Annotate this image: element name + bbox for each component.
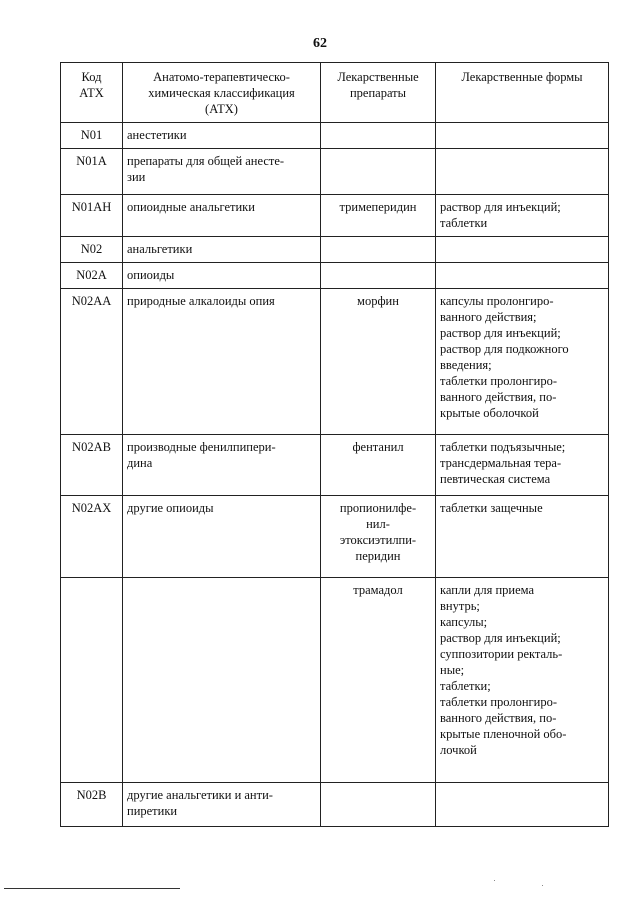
forms-cell-text: крытые пленочной обо-	[440, 727, 567, 741]
forms-cell	[436, 263, 609, 289]
drug-cell-text: этоксиэтилпи-	[339, 533, 417, 547]
forms-cell	[436, 195, 609, 237]
code-cell	[61, 496, 123, 578]
forms-cell-text: таблетки;	[440, 679, 491, 693]
classification-cell-text: препараты для общей анесте-	[127, 154, 285, 168]
forms-cell-text: ванного действия, по-	[440, 390, 557, 404]
forms-cell-text: ванного действия;	[440, 310, 537, 324]
classification-cell-text: анальгетики	[127, 242, 193, 256]
forms-cell-text: трансдермальная тера-	[440, 456, 562, 470]
forms-cell-text: капсулы пролонгиро-	[440, 294, 554, 308]
header-text: АТХ	[79, 86, 104, 100]
table-row	[61, 237, 609, 263]
forms-cell-text: раствор для подкожного	[440, 342, 569, 356]
code-cell	[61, 149, 123, 195]
drug-cell-text: перидин	[355, 549, 401, 563]
drug-cell	[321, 435, 436, 496]
drug-cell	[321, 578, 436, 783]
forms-cell-text: раствор для инъекций;	[440, 326, 561, 340]
forms-cell-text: певтическая система	[440, 472, 551, 486]
forms-cell-text: капли для приема	[440, 583, 535, 597]
forms-cell	[436, 578, 609, 783]
code-cell	[61, 237, 123, 263]
forms-cell	[436, 496, 609, 578]
code-cell-text: N02A	[76, 268, 107, 282]
table-row	[61, 263, 609, 289]
classification-cell-text: природные алкалоиды опия	[127, 294, 275, 308]
drug-cell-text: фентанил	[352, 440, 404, 454]
code-cell	[61, 435, 123, 496]
footnote-divider	[4, 888, 180, 889]
header-text: Анатомо-терапевтическо-	[153, 70, 290, 84]
forms-cell	[436, 237, 609, 263]
drug-cell	[321, 496, 436, 578]
forms-cell-text: таблетки	[440, 216, 488, 230]
code-cell-text: N02B	[76, 788, 107, 802]
drug-cell-text: трамадол	[353, 583, 403, 597]
forms-cell	[436, 435, 609, 496]
drug-cell	[321, 237, 436, 263]
table-row	[61, 289, 609, 435]
table-row	[61, 195, 609, 237]
code-cell	[61, 783, 123, 827]
table-row	[61, 123, 609, 149]
page-number: 62	[313, 36, 327, 51]
atx-classification-table	[60, 62, 609, 827]
forms-cell	[436, 149, 609, 195]
code-cell-text: N01A	[76, 154, 107, 168]
code-cell	[61, 289, 123, 435]
table-row	[61, 578, 609, 783]
forms-cell	[436, 289, 609, 435]
code-cell	[61, 195, 123, 237]
header-text: препараты	[349, 86, 407, 100]
table-row	[61, 783, 609, 827]
forms-cell-text: внутрь;	[440, 599, 480, 613]
forms-cell-text: таблетки пролонгиро-	[440, 374, 558, 388]
forms-cell-text: ванного действия, по-	[440, 711, 557, 725]
forms-cell-text: введения;	[440, 358, 492, 372]
classification-cell	[123, 195, 321, 237]
header-text: (АТХ)	[205, 102, 238, 116]
forms-cell-text: таблетки подъязычные;	[440, 440, 566, 454]
header-text: химическая классификация	[148, 86, 295, 100]
classification-cell-text: производные фенилпипери-	[127, 440, 276, 454]
header-forms	[436, 63, 609, 123]
classification-cell-text: опиоидные анальгетики	[127, 200, 255, 214]
classification-cell	[123, 263, 321, 289]
forms-cell-text: ные;	[440, 663, 465, 677]
code-cell-text: N01	[80, 128, 103, 142]
classification-cell	[123, 435, 321, 496]
forms-cell-text: таблетки защечные	[440, 501, 543, 515]
forms-cell-text: раствор для инъекций;	[440, 631, 561, 645]
classification-cell-text: пиретики	[127, 804, 178, 818]
classification-cell	[123, 149, 321, 195]
code-cell-text: N02AX	[71, 501, 112, 515]
code-cell-text: N02AB	[72, 440, 111, 454]
classification-cell-text: другие анальгетики и анти-	[127, 788, 273, 802]
header-code	[61, 63, 123, 123]
drug-cell-text: морфин	[357, 294, 399, 308]
code-cell-text: N02	[80, 242, 103, 256]
header-drugs	[321, 63, 436, 123]
classification-cell-text: другие опиоиды	[127, 501, 214, 515]
code-cell-text: N01AH	[71, 200, 112, 214]
forms-cell-text: суппозитории ректаль-	[440, 647, 563, 661]
scan-speck	[542, 885, 543, 886]
classification-cell-text: опиоиды	[127, 268, 175, 282]
drug-cell-text: тримеперидин	[339, 200, 417, 214]
drug-cell	[321, 783, 436, 827]
forms-cell-text: таблетки пролонгиро-	[440, 695, 558, 709]
drug-cell	[321, 123, 436, 149]
forms-cell	[436, 123, 609, 149]
drug-cell	[321, 149, 436, 195]
code-cell	[61, 263, 123, 289]
classification-cell	[123, 237, 321, 263]
header-text: Лекарственные	[337, 70, 419, 84]
classification-cell	[123, 783, 321, 827]
header-text: Код	[81, 70, 102, 84]
code-cell-text: N02AA	[71, 294, 112, 308]
header-text: Лекарственные формы	[461, 70, 583, 84]
classification-cell-text: дина	[127, 456, 153, 470]
classification-cell	[123, 289, 321, 435]
drug-cell-text: нил-	[366, 517, 390, 531]
forms-cell-text: капсулы;	[440, 615, 488, 629]
classification-cell	[123, 123, 321, 149]
drug-cell	[321, 195, 436, 237]
forms-cell	[436, 783, 609, 827]
classification-cell	[123, 578, 321, 783]
table-body	[61, 123, 609, 827]
drug-cell	[321, 263, 436, 289]
table-row	[61, 496, 609, 578]
code-cell	[61, 123, 123, 149]
forms-cell-text: раствор для инъекций;	[440, 200, 561, 214]
table-header-row	[61, 63, 609, 123]
classification-cell-text: зии	[127, 170, 146, 184]
drug-cell-text: пропионилфе-	[339, 501, 417, 515]
classification-cell	[123, 496, 321, 578]
drug-cell	[321, 289, 436, 435]
forms-cell-text: крытые оболочкой	[440, 406, 539, 420]
scan-speck	[494, 880, 495, 881]
code-cell	[61, 578, 123, 783]
header-classification	[123, 63, 321, 123]
classification-cell-text: анестетики	[127, 128, 187, 142]
table-row	[61, 149, 609, 195]
forms-cell-text: лочкой	[440, 743, 477, 757]
table-row	[61, 435, 609, 496]
